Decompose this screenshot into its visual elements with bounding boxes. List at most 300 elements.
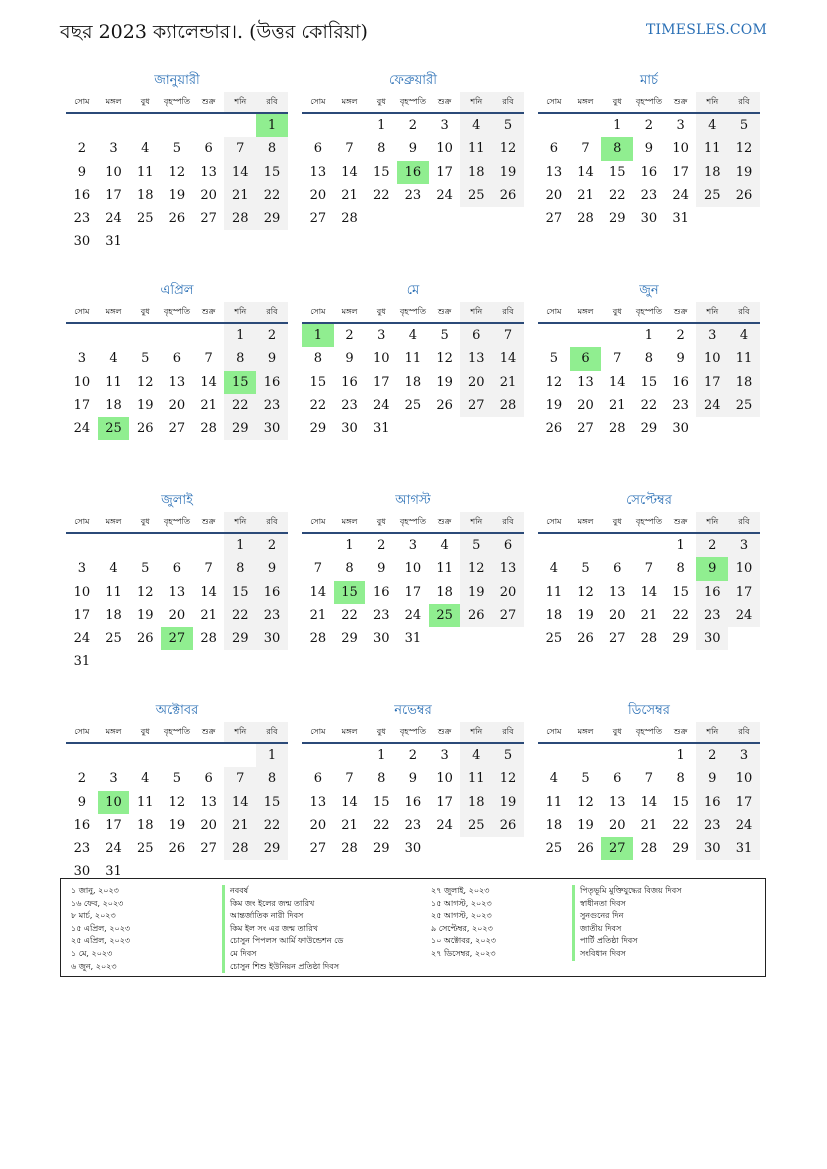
empty-cell — [161, 324, 193, 347]
day-cell: 30 — [73, 234, 91, 250]
day-cell: 17 — [672, 164, 689, 180]
day-cell: 2 — [256, 534, 288, 557]
day-cell: 24 — [105, 841, 122, 857]
weekday-label: সোম — [310, 97, 326, 106]
holiday-legend — [60, 878, 766, 977]
day-cell: 26 — [492, 814, 524, 837]
day-cell: 12 — [728, 137, 760, 160]
weekday-label: বুধ — [376, 307, 386, 316]
weekday-label: সোম — [310, 727, 326, 736]
day-cell: 14 — [309, 584, 327, 600]
weekday-label: শনি — [224, 302, 256, 322]
legend-holiday-name: জাতীয় দিবস — [572, 923, 681, 936]
day-cell: 20 — [200, 817, 217, 833]
day-cell: 10 — [672, 141, 689, 157]
day-cell: 28 — [577, 211, 594, 227]
empty-cell — [193, 324, 225, 347]
legend-date: ৬ জুন, ২০২৩ — [71, 961, 117, 971]
day-cell: 16 — [256, 371, 288, 394]
site-link[interactable]: TIMESLES.COM — [646, 22, 767, 38]
day-cell: 29 — [608, 211, 626, 227]
month-calendar — [302, 700, 524, 890]
day-cell: 22 — [372, 817, 390, 833]
weekday-label: শুক্র — [437, 517, 452, 526]
day-cell: 12 — [136, 584, 154, 600]
day-cell: 1 — [224, 534, 256, 557]
weekday-label: রবি — [492, 302, 524, 322]
legend-date: ১০ অক্টোবর, ২০২৩ — [431, 936, 496, 946]
day-grid — [66, 744, 288, 884]
legend-holiday-name: পার্টি প্রতিষ্ঠা দিবস — [572, 935, 681, 948]
day-cell: 15 — [256, 791, 288, 814]
day-cell: 13 — [608, 794, 626, 810]
day-cell: 4 — [440, 538, 449, 553]
day-cell: 23 — [404, 817, 422, 833]
day-cell: 11 — [545, 584, 563, 600]
legend-date: ১৫ এপ্রিল, ২০২৩ — [71, 923, 131, 933]
month-calendar — [302, 280, 524, 470]
weekday-header — [66, 92, 288, 114]
empty-cell — [224, 744, 256, 767]
day-cell: 22 — [672, 607, 689, 623]
day-cell: 8 — [377, 141, 386, 157]
day-cell: 9 — [345, 351, 354, 367]
day-cell: 31 — [404, 631, 422, 647]
day-cell: 24 — [372, 397, 390, 413]
legend-date: ১ মে, ২০২৩ — [71, 948, 113, 958]
day-cell: 9 — [377, 561, 386, 577]
day-cell: 15 — [256, 161, 288, 184]
day-cell: 23 — [696, 814, 728, 837]
day-cell: 11 — [728, 347, 760, 370]
day-cell: 2 — [408, 748, 418, 763]
day-cell: 1 — [224, 324, 256, 347]
legend-holiday-name: স্বাধীনতা দিবস — [572, 898, 681, 911]
day-cell: 19 — [545, 397, 563, 413]
weekday-label: বুধ — [140, 307, 150, 316]
weekday-label: সোম — [74, 517, 90, 526]
day-cell: 20 — [168, 397, 186, 413]
day-cell: 6 — [204, 141, 213, 157]
day-cell: 6 — [613, 561, 622, 577]
day-cell: 15 — [372, 164, 390, 180]
day-cell: 24 — [73, 631, 91, 647]
day-cell: 13 — [577, 374, 594, 390]
day-cell: 29 — [224, 417, 256, 440]
day-cell: 22 — [256, 184, 288, 207]
day-cell: 19 — [492, 161, 524, 184]
month-name: এপ্রিল — [160, 283, 194, 298]
day-cell: 5 — [492, 744, 524, 767]
day-cell: 3 — [109, 141, 118, 157]
day-cell: 28 — [224, 207, 256, 230]
day-cell: 20 — [492, 581, 524, 604]
day-cell: 19 — [577, 817, 594, 833]
weekday-label: বুধ — [612, 97, 622, 106]
day-cell: 23 — [73, 841, 91, 857]
month-name: মার্চ — [639, 73, 658, 88]
weekday-label: মঙ্গল — [341, 727, 358, 736]
day-cell: 22 — [309, 397, 327, 413]
empty-cell — [66, 324, 98, 347]
weekday-label: শুক্র — [201, 307, 216, 316]
weekday-header — [302, 512, 524, 534]
day-cell: 13 — [608, 584, 626, 600]
empty-cell — [161, 744, 193, 767]
day-cell: 16 — [696, 581, 728, 604]
day-grid — [66, 114, 288, 254]
holiday-day: 1 — [256, 114, 288, 137]
weekday-label: সোম — [310, 517, 326, 526]
legend-holiday-name: চোসুন শিশু ইউনিয়ন প্রতিষ্ঠা দিবস — [222, 961, 343, 974]
empty-cell — [633, 534, 665, 557]
holiday-day: 16 — [397, 161, 429, 184]
weekday-label: শুক্র — [201, 517, 216, 526]
month-name: জানুয়ারী — [154, 73, 200, 88]
weekday-header — [538, 92, 760, 114]
day-cell: 11 — [436, 561, 453, 577]
weekday-label: রবি — [728, 512, 760, 532]
month-calendar — [66, 70, 288, 260]
empty-cell — [570, 744, 602, 767]
day-cell: 8 — [224, 557, 256, 580]
day-cell: 9 — [676, 351, 685, 367]
weekday-label: শুক্র — [201, 97, 216, 106]
day-cell: 22 — [608, 187, 626, 203]
day-cell: 28 — [200, 631, 217, 647]
holiday-day: 6 — [570, 347, 602, 370]
weekday-label: শুক্র — [201, 727, 216, 736]
day-cell: 19 — [436, 374, 453, 390]
day-cell: 5 — [460, 534, 492, 557]
day-cell: 9 — [696, 767, 728, 790]
day-cell: 24 — [404, 607, 422, 623]
day-cell: 15 — [640, 374, 658, 390]
day-cell: 20 — [608, 817, 626, 833]
day-cell: 18 — [545, 607, 563, 623]
day-cell: 8 — [644, 351, 654, 367]
legend-holiday-name: কিম ইল সং এর জন্ম তারিখ — [222, 923, 343, 936]
empty-cell — [570, 534, 602, 557]
day-cell: 12 — [460, 557, 492, 580]
day-cell: 3 — [377, 328, 386, 343]
day-cell: 7 — [313, 561, 322, 577]
weekday-header — [302, 92, 524, 114]
day-cell: 5 — [440, 328, 449, 343]
day-cell: 9 — [408, 771, 418, 787]
day-cell: 13 — [168, 374, 186, 390]
day-cell: 16 — [404, 794, 422, 810]
day-cell: 24 — [436, 817, 453, 833]
weekday-label: বৃহস্পতি — [163, 97, 190, 106]
day-cell: 1 — [345, 538, 354, 553]
legend-holiday-name: নববর্ষ — [222, 885, 343, 898]
holiday-day: 25 — [98, 417, 130, 440]
day-cell: 13 — [200, 164, 217, 180]
holiday-day: 25 — [429, 604, 461, 627]
day-cell: 11 — [105, 584, 122, 600]
day-cell: 19 — [168, 187, 186, 203]
day-cell: 19 — [136, 607, 154, 623]
weekday-label: শনি — [696, 302, 728, 322]
legend-holiday-name: চোসুন পিপলস আর্মি ফাউন্ডেশন ডে — [222, 935, 343, 948]
day-cell: 30 — [372, 631, 390, 647]
weekday-label: বুধ — [140, 727, 150, 736]
weekday-label: মঙ্গল — [341, 307, 358, 316]
day-cell: 18 — [136, 817, 154, 833]
day-cell: 17 — [73, 607, 91, 623]
day-cell: 14 — [640, 794, 658, 810]
empty-cell — [161, 114, 193, 137]
month-calendar — [302, 490, 524, 680]
day-cell: 31 — [105, 234, 122, 250]
day-cell: 25 — [136, 211, 154, 227]
day-cell: 3 — [109, 771, 118, 787]
day-cell: 5 — [728, 114, 760, 137]
day-cell: 18 — [728, 371, 760, 394]
month-calendar — [538, 280, 760, 470]
weekday-label: রবি — [492, 92, 524, 112]
day-cell: 28 — [341, 841, 358, 857]
weekday-label: বুধ — [140, 97, 150, 106]
day-cell: 18 — [696, 161, 728, 184]
empty-cell — [193, 114, 225, 137]
day-cell: 13 — [200, 794, 217, 810]
legend-holiday-name: সংবিধান দিবস — [572, 948, 681, 961]
day-cell: 9 — [644, 141, 654, 157]
day-grid — [538, 324, 760, 440]
day-cell: 17 — [105, 187, 122, 203]
day-cell: 7 — [644, 771, 654, 787]
day-cell: 30 — [73, 864, 91, 880]
day-cell: 2 — [408, 118, 418, 133]
day-cell: 21 — [577, 187, 594, 203]
day-cell: 10 — [696, 347, 728, 370]
weekday-header — [538, 302, 760, 324]
day-cell: 6 — [172, 561, 182, 577]
day-cell: 31 — [105, 864, 122, 880]
day-cell: 8 — [676, 561, 685, 577]
day-cell: 8 — [256, 137, 288, 160]
legend-left-dates — [71, 885, 130, 973]
weekday-label: রবি — [728, 92, 760, 112]
day-cell: 14 — [341, 164, 358, 180]
day-cell: 20 — [309, 817, 327, 833]
weekday-label: রবি — [256, 512, 288, 532]
day-cell: 11 — [105, 374, 122, 390]
weekday-label: সোম — [546, 307, 562, 316]
day-cell: 10 — [404, 561, 422, 577]
weekday-header — [302, 722, 524, 744]
weekday-label: শুক্র — [673, 517, 688, 526]
day-cell: 6 — [313, 141, 322, 157]
month-calendar — [538, 700, 760, 890]
day-cell: 29 — [672, 631, 689, 647]
empty-cell — [334, 744, 366, 767]
day-cell: 7 — [204, 351, 213, 367]
day-cell: 6 — [204, 771, 213, 787]
day-cell: 2 — [644, 118, 654, 133]
empty-cell — [601, 324, 633, 347]
empty-cell — [193, 744, 225, 767]
day-cell: 23 — [372, 607, 390, 623]
weekday-label: বৃহস্পতি — [163, 517, 190, 526]
day-cell: 16 — [372, 584, 390, 600]
weekday-label: শুক্র — [437, 97, 452, 106]
day-cell: 6 — [460, 324, 492, 347]
day-cell: 23 — [640, 187, 658, 203]
legend-date: ২৭ জুলাই, ২০২৩ — [431, 886, 490, 895]
weekday-label: রবি — [728, 722, 760, 742]
day-cell: 27 — [200, 211, 217, 227]
day-cell: 19 — [460, 581, 492, 604]
weekday-header — [66, 302, 288, 324]
day-cell: 24 — [696, 394, 728, 417]
day-cell: 19 — [577, 607, 594, 623]
day-cell: 16 — [73, 187, 91, 203]
weekday-label: বুধ — [140, 517, 150, 526]
legend-right-names — [572, 885, 681, 961]
day-cell: 11 — [136, 794, 154, 810]
day-cell: 19 — [492, 791, 524, 814]
day-cell: 17 — [372, 374, 390, 390]
day-cell: 1 — [676, 748, 685, 763]
holiday-day: 1 — [302, 324, 334, 347]
day-cell: 1 — [377, 118, 386, 133]
day-grid — [66, 534, 288, 674]
day-cell: 13 — [492, 557, 524, 580]
day-cell: 21 — [341, 187, 358, 203]
day-cell: 31 — [372, 421, 390, 437]
day-cell: 25 — [545, 631, 563, 647]
weekday-label: বৃহস্পতি — [399, 97, 426, 106]
weekday-label: মঙ্গল — [105, 517, 122, 526]
day-cell: 31 — [672, 211, 689, 227]
day-cell: 12 — [577, 584, 594, 600]
day-cell: 18 — [460, 791, 492, 814]
day-cell: 20 — [168, 607, 186, 623]
day-cell: 2 — [676, 328, 685, 343]
day-cell: 28 — [200, 421, 217, 437]
day-cell: 10 — [372, 351, 390, 367]
day-cell: 2 — [256, 324, 288, 347]
day-cell: 25 — [696, 184, 728, 207]
month-calendar — [538, 490, 760, 680]
day-cell: 17 — [105, 817, 122, 833]
day-cell: 17 — [728, 581, 760, 604]
day-cell: 9 — [77, 794, 86, 810]
day-cell: 3 — [440, 748, 449, 763]
day-cell: 28 — [640, 631, 658, 647]
empty-cell — [538, 534, 570, 557]
day-cell: 31 — [728, 837, 760, 860]
weekday-label: বৃহস্পতি — [635, 517, 662, 526]
day-cell: 11 — [460, 767, 492, 790]
day-cell: 18 — [136, 187, 154, 203]
weekday-label: রবি — [492, 722, 524, 742]
day-cell: 22 — [256, 814, 288, 837]
day-cell: 28 — [341, 211, 358, 227]
holiday-day: 27 — [161, 627, 193, 650]
weekday-label: রবি — [256, 302, 288, 322]
empty-cell — [538, 744, 570, 767]
weekday-label: সোম — [546, 97, 562, 106]
day-cell: 8 — [345, 561, 354, 577]
day-cell: 10 — [728, 557, 760, 580]
day-cell: 7 — [204, 561, 213, 577]
weekday-label: সোম — [310, 307, 326, 316]
day-cell: 14 — [577, 164, 594, 180]
weekday-label: সোম — [74, 727, 90, 736]
holiday-day: 10 — [98, 791, 130, 814]
weekday-label: বৃহস্পতি — [163, 727, 190, 736]
empty-cell — [161, 534, 193, 557]
empty-cell — [224, 114, 256, 137]
day-cell: 20 — [577, 397, 594, 413]
day-grid — [538, 534, 760, 650]
day-cell: 31 — [73, 654, 91, 670]
day-cell: 20 — [309, 187, 327, 203]
day-cell: 19 — [168, 817, 186, 833]
day-cell: 14 — [224, 161, 256, 184]
day-cell: 8 — [256, 767, 288, 790]
day-cell: 23 — [404, 187, 422, 203]
day-cell: 26 — [728, 184, 760, 207]
day-cell: 1 — [644, 328, 654, 343]
day-cell: 17 — [696, 371, 728, 394]
day-cell: 27 — [309, 211, 327, 227]
weekday-label: শনি — [460, 512, 492, 532]
day-cell: 8 — [377, 771, 386, 787]
day-cell: 30 — [256, 627, 288, 650]
day-cell: 26 — [136, 631, 154, 647]
weekday-label: বৃহস্পতি — [635, 727, 662, 736]
day-cell: 29 — [309, 421, 327, 437]
day-cell: 14 — [640, 584, 658, 600]
day-cell: 15 — [672, 584, 689, 600]
day-cell: 30 — [404, 841, 422, 857]
empty-cell — [66, 534, 98, 557]
day-cell: 9 — [256, 347, 288, 370]
empty-cell — [302, 744, 334, 767]
weekday-label: বৃহস্পতি — [399, 517, 426, 526]
day-cell: 10 — [73, 584, 91, 600]
day-cell: 12 — [545, 374, 563, 390]
legend-date: ৮ মার্চ, ২০২৩ — [71, 911, 116, 921]
day-cell: 22 — [672, 817, 689, 833]
weekday-header — [66, 722, 288, 744]
day-cell: 30 — [696, 837, 728, 860]
month-name: আগস্ট — [395, 493, 431, 508]
day-cell: 8 — [224, 347, 256, 370]
day-cell: 14 — [200, 374, 217, 390]
day-cell: 16 — [640, 164, 658, 180]
day-cell: 14 — [200, 584, 217, 600]
day-cell: 14 — [608, 374, 626, 390]
holiday-day: 27 — [601, 837, 633, 860]
day-cell: 15 — [309, 374, 327, 390]
day-cell: 26 — [436, 397, 453, 413]
legend-date: ১৬ ফেব, ২০২৩ — [71, 898, 124, 908]
empty-cell — [538, 114, 570, 137]
weekday-header — [66, 512, 288, 534]
legend-holiday-name: পিতৃভূমি মুক্তিযুদ্ধের বিজয় দিবস — [572, 885, 681, 898]
day-cell: 5 — [172, 141, 182, 157]
day-cell: 3 — [676, 118, 685, 133]
day-cell: 30 — [256, 417, 288, 440]
day-cell: 2 — [696, 534, 728, 557]
weekday-label: শনি — [696, 92, 728, 112]
